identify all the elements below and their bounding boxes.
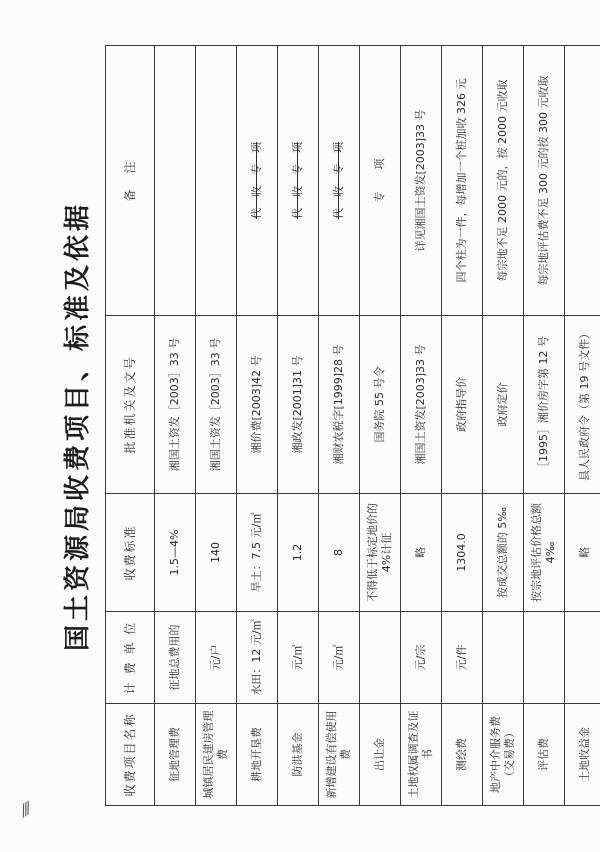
- cell-item: 土地权属调查及证书: [401, 704, 442, 806]
- document-title: 国土资源局收费项目、标准及依据: [63, 201, 93, 652]
- cell-unit: 元/㎡: [278, 612, 319, 704]
- cell-standard: 旱土：7.5 元/㎡: [237, 494, 278, 612]
- cell-remarks: 代 收 专 项: [237, 46, 278, 316]
- table-row: [524, 46, 565, 806]
- cell-unit: 元/件: [442, 612, 483, 704]
- cell-unit: 元/宗: [401, 612, 442, 704]
- cell-remarks: 代 收 专 项: [278, 46, 319, 316]
- table-row: [401, 46, 442, 806]
- header-remarks: 备 注: [106, 46, 155, 316]
- cell-item: 城镇居民建房管理费: [196, 704, 237, 806]
- cell-standard: 不得低于标定地价的4%计征: [360, 494, 401, 612]
- cell-standard: 略: [565, 494, 600, 612]
- cell-standard: 140: [196, 494, 237, 612]
- cell-authority: 湘政发[2001]31 号: [278, 316, 319, 494]
- cell-remarks: 每宗地评估费不足 300 元的按 300 元收取: [524, 46, 565, 316]
- cell-remarks: [565, 46, 600, 316]
- cell-authority: 县人民政府令（第 19 号文件）: [565, 316, 600, 494]
- table-row: [483, 46, 524, 806]
- cell-unit: [483, 612, 524, 704]
- cell-item: 出让金: [360, 704, 401, 806]
- cell-item: 新增建设有偿使用费: [319, 704, 360, 806]
- cell-remarks: 专 项: [360, 46, 401, 316]
- cell-authority: 湘价费[2003]42 号: [237, 316, 278, 494]
- table-row: [237, 46, 278, 806]
- cell-remarks: 四个柱为一件，每增加一个桩加收 326 元: [442, 46, 483, 316]
- cell-unit: [524, 612, 565, 704]
- rotated-document: [63, 46, 592, 806]
- cell-authority: 政府定价: [483, 316, 524, 494]
- cell-item: 耕地开垦费: [237, 704, 278, 806]
- cell-standard: 1.2: [278, 494, 319, 612]
- header-authority: 批准机关及文号: [106, 316, 155, 494]
- cell-authority: 湘国土资发［2003］33 号: [155, 316, 196, 494]
- cell-standard: 8: [319, 494, 360, 612]
- cell-unit: 元/㎡: [319, 612, 360, 704]
- cell-standard: 按成交总额的 5‰: [483, 494, 524, 612]
- table-row: [155, 46, 196, 806]
- cell-standard: 略: [401, 494, 442, 612]
- table-row: [196, 46, 237, 806]
- cell-standard: 1304.0: [442, 494, 483, 612]
- cell-authority: 湘财农税字[1999]28 号: [319, 316, 360, 494]
- cell-remarks: 每宗地不足 2000 元的，按 2000 元收取: [483, 46, 524, 316]
- header-item-name: 收费项目名称: [106, 704, 155, 806]
- cell-item: 评估费: [524, 704, 565, 806]
- table-row: [565, 46, 600, 806]
- cell-unit: 水田：12 元/㎡: [237, 612, 278, 704]
- table-header-row: [106, 46, 155, 806]
- cell-authority: ［1995］湘价房字第 12 号: [524, 316, 565, 494]
- table-row: [319, 46, 360, 806]
- cell-authority: 国务院 55 号令: [360, 316, 401, 494]
- cell-unit: [565, 612, 600, 704]
- cell-unit: 征地总费用的: [155, 612, 196, 704]
- cell-unit: [360, 612, 401, 704]
- cell-authority: 湘国土资发［2003］33 号: [196, 316, 237, 494]
- cell-remarks: 详见湘国土资发[2003]33 号: [401, 46, 442, 316]
- cell-item: 防洪基金: [278, 704, 319, 806]
- cell-item: 地产中介服务费（交易费）: [483, 704, 524, 806]
- cell-authority: 政府指导价: [442, 316, 483, 494]
- cell-item: 土地收益金: [565, 704, 600, 806]
- cell-remarks: [155, 46, 196, 316]
- cell-unit: 元/户: [196, 612, 237, 704]
- scan-mark: ⁄⁄⁄: [17, 799, 35, 820]
- table-row: [278, 46, 319, 806]
- cell-item: 测绘费: [442, 704, 483, 806]
- cell-standard: 1.5—4%: [155, 494, 196, 612]
- fee-table: [105, 45, 600, 806]
- cell-item: 征地管理费: [155, 704, 196, 806]
- cell-remarks: 代 收 专 项: [319, 46, 360, 316]
- table-row: [442, 46, 483, 806]
- cell-remarks: [196, 46, 237, 316]
- cell-standard: 按宗地评估价格总额 4‰: [524, 494, 565, 612]
- header-standard: 收费标准: [106, 494, 155, 612]
- cell-authority: 湘国土资发[2003]33 号: [401, 316, 442, 494]
- header-unit: 计 费 单 位: [106, 612, 155, 704]
- table-row: [360, 46, 401, 806]
